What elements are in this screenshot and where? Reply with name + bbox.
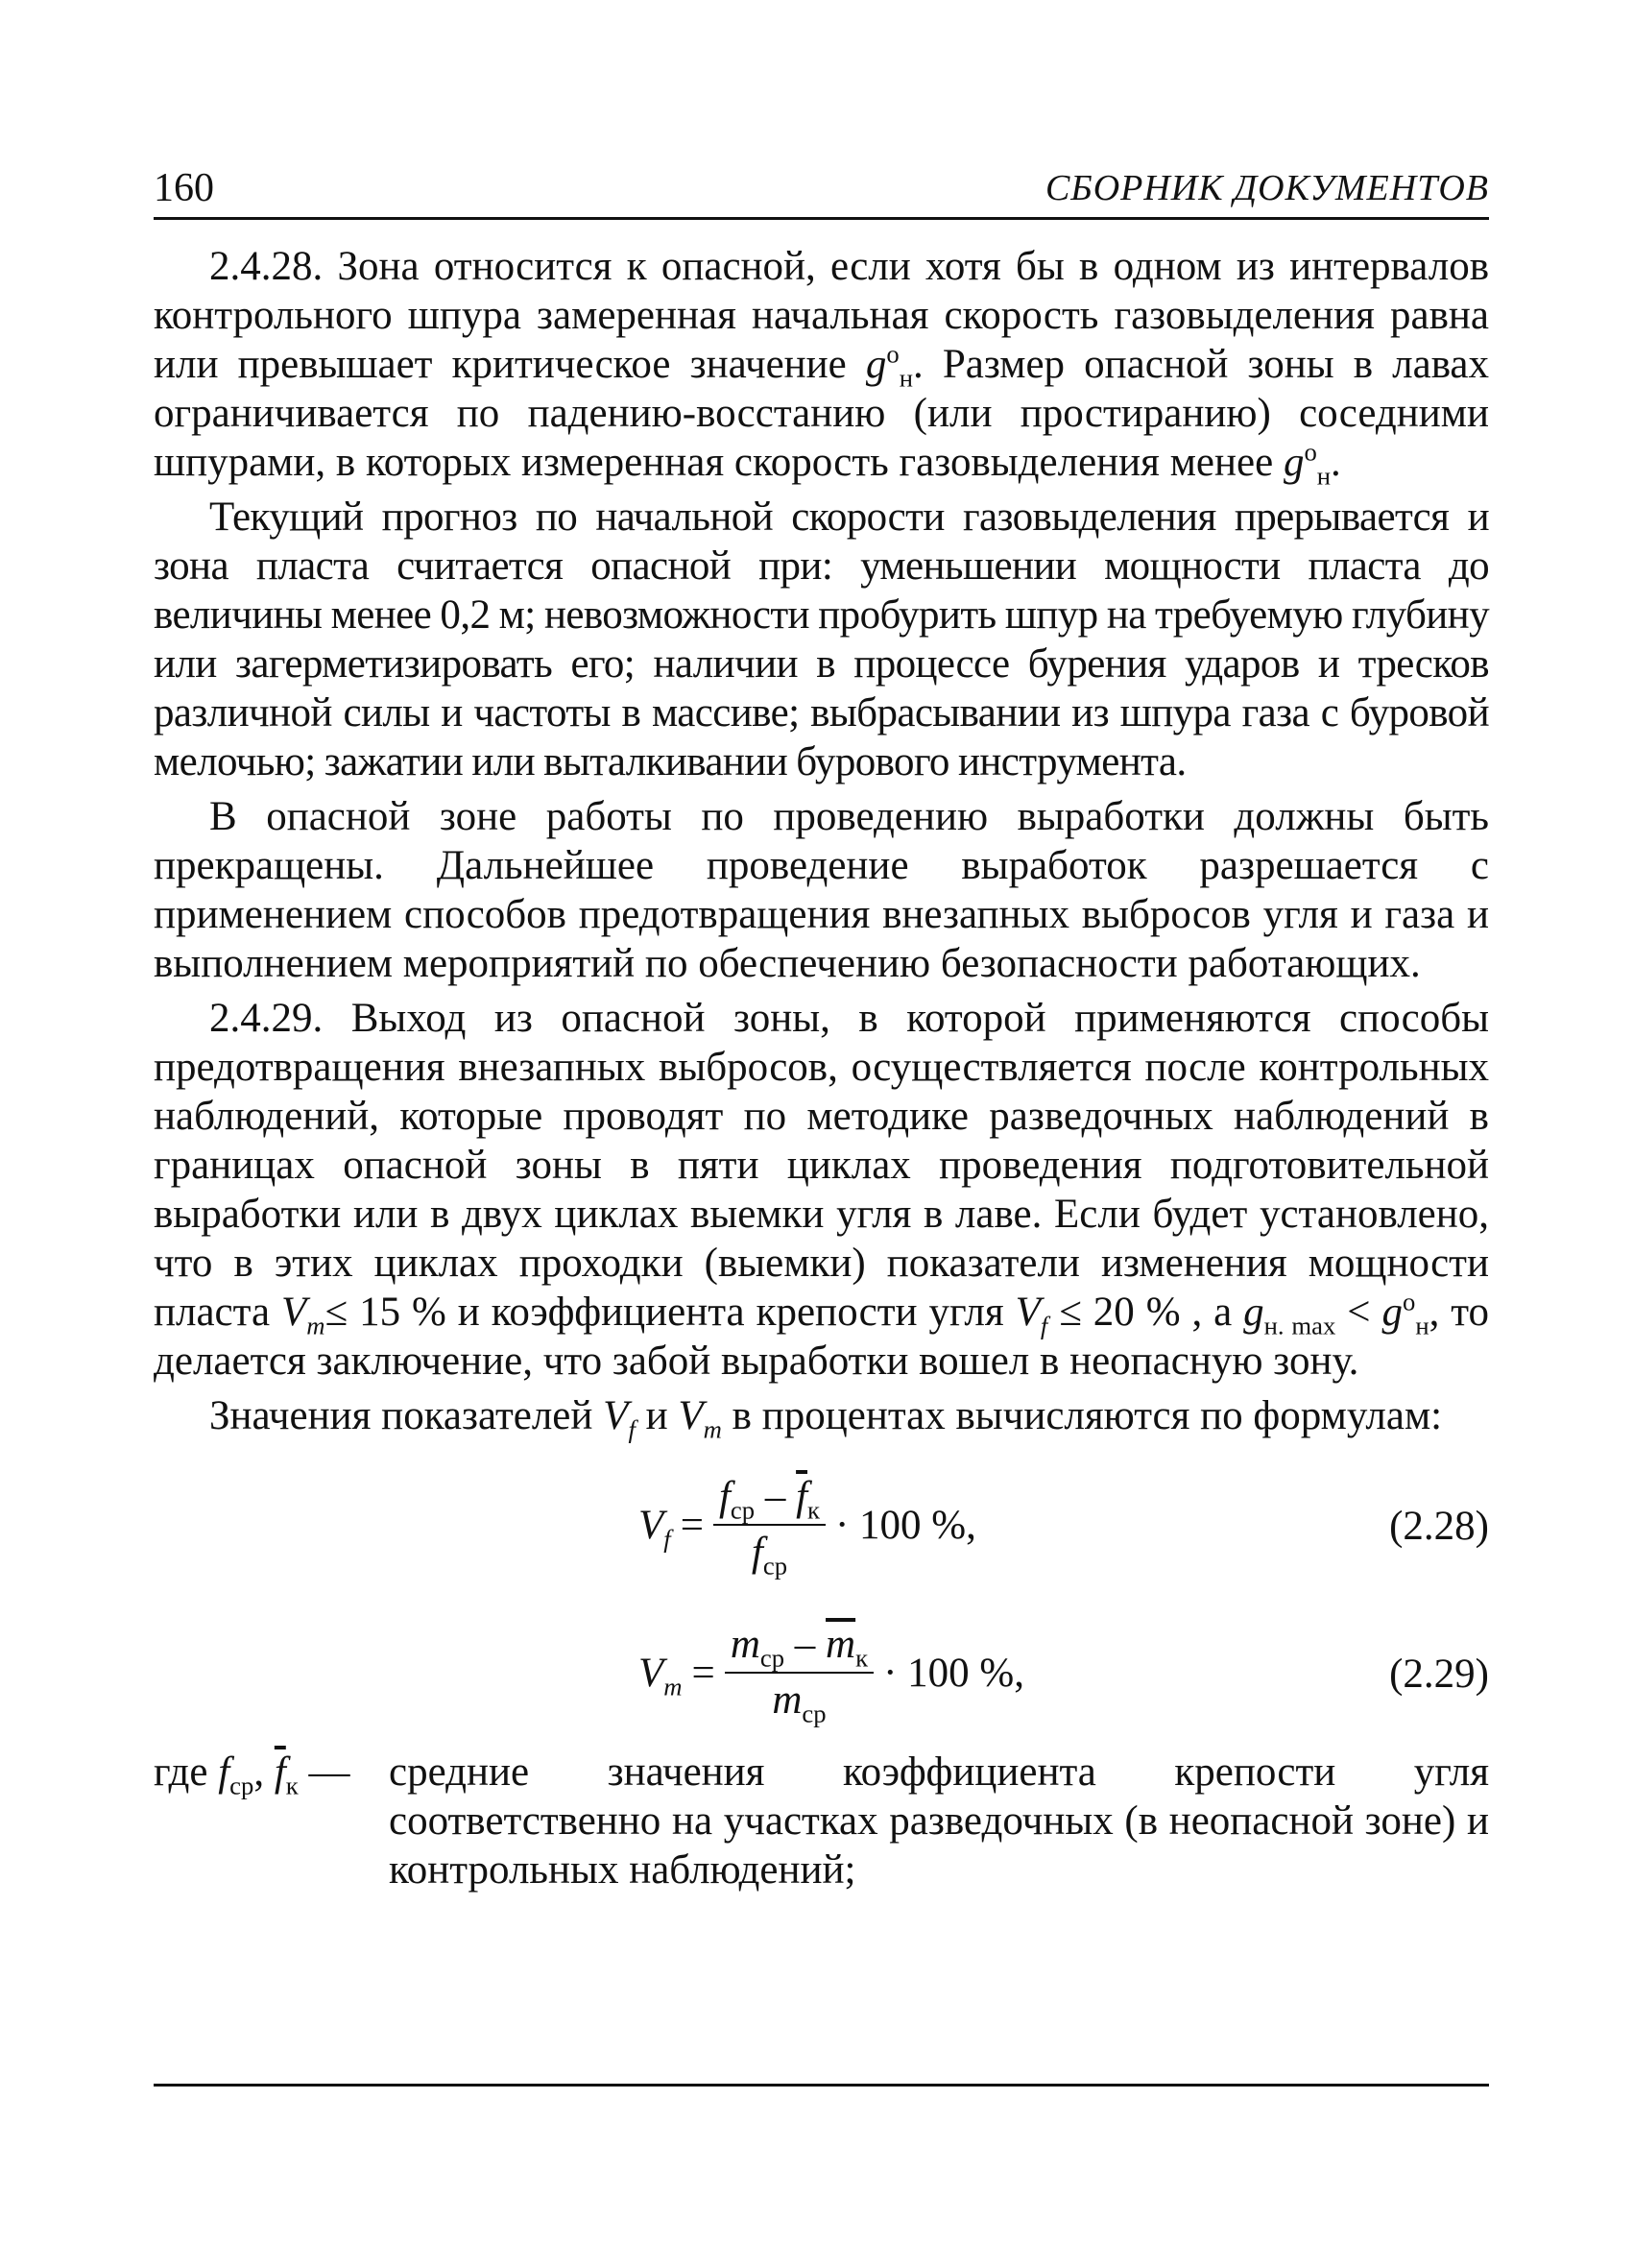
paragraph-2-4-29 — [154, 994, 1489, 1386]
g-subscript: н — [1316, 461, 1332, 491]
g-symbol: g — [1381, 1290, 1403, 1335]
g-symbol: g — [1243, 1290, 1264, 1335]
paragraph-text: . — [1331, 440, 1341, 485]
fraction-numerator: $m_{ср} - \overline{m}_к$ — [725, 1622, 874, 1674]
footer-rule — [154, 2084, 1489, 2087]
g-symbol: g — [1283, 440, 1305, 485]
paragraph-text: , то делается заключение, что забой выработки вошел в неопасную зону. — [154, 1290, 1489, 1384]
paragraph-text: ≤ 15 % и коэффициента крепости угля — [324, 1290, 1004, 1335]
paragraph-text: и — [645, 1393, 668, 1438]
g-subscript: н — [1415, 1311, 1429, 1340]
less-than-sign: < — [1347, 1290, 1371, 1335]
paragraph-text: . Размер опасной зоны в лавах ограничивается по падению-восстанию (или простиранию) соседними шпурами, в которых измеренная скорость газовыделения менее — [154, 342, 1490, 485]
formula-2-29 — [154, 1609, 1489, 1736]
g-subscript: н — [899, 363, 913, 393]
formula-tail: · 100 %, — [883, 1650, 1024, 1696]
v-subscript: f — [628, 1414, 636, 1444]
g-symbol: g — [865, 342, 887, 387]
fraction-denominator: $m_{ср}$ — [772, 1677, 827, 1728]
formula-lhs: $V_f$ — [638, 1502, 671, 1554]
formula-tail: · 100 %, — [834, 1502, 976, 1548]
v-symbol: V — [678, 1393, 704, 1438]
running-title: СБОРНИК ДОКУМЕНТОВ — [1045, 168, 1489, 208]
v-subscript: f — [1040, 1311, 1048, 1340]
where-definition — [154, 1748, 1489, 1894]
where-symbols: где $f_{ср}$, $\overline{f}_к$ — — [154, 1749, 350, 1800]
where-explanation: средние значения коэффициента крепости угля соответственно на участках разведочных (в неопасной зоне) и контрольных наблюдений; — [389, 1749, 1489, 1893]
fraction-numerator: $f_{ср} - \overline{f}_к$ — [713, 1474, 826, 1526]
formula-body — [638, 1461, 976, 1588]
formula-number: (2.29) — [1389, 1652, 1489, 1697]
v-subscript: m — [703, 1414, 722, 1444]
formula-lhs: $V_m$ — [638, 1650, 683, 1701]
g-superscript: о — [886, 339, 900, 369]
g-superscript: о — [1402, 1287, 1416, 1316]
paragraph-dangerous-zone-work: В опасной зоне работы по проведению выработки должны быть прекращены. Дальнейшее проведение выработок разрешается с применением способов предотвращения внезапных выбросов угля и газа и выполнением мероприятий по обеспечению безопасности работающих. — [154, 794, 1489, 986]
page-body — [154, 242, 1489, 1894]
g-max-subscript: н. max — [1263, 1311, 1336, 1340]
paragraph-text: 2.4.28. Зона относится к опасной, если хотя бы в одном из интервалов контрольного шпура замеренная начальная скорость газовыделения равна или превышает критическое значение — [154, 244, 1489, 387]
v-symbol: V — [603, 1393, 629, 1438]
formula-number: (2.28) — [1389, 1504, 1489, 1549]
paragraph-text: Значения показателей — [209, 1393, 593, 1438]
equals-sign: = — [680, 1502, 704, 1548]
equals-sign: = — [691, 1650, 715, 1696]
paragraph-current-forecast: Текущий прогноз по начальной скорости газовыделения прерывается и зона пласта считается опасной при: уменьшении мощности пласта до величины менее 0,2 м; невозможности пробурить шпур на требуемую глубину или загерметизировать его; наличии в процессе бурения ударов и тресков различной силы и частоты в массиве; выбрасывании из шпура газа с буровой мелочью; зажатии или выталкивании бурового инструмента. — [154, 495, 1489, 784]
paragraph-text: ≤ 20 % , а — [1059, 1290, 1233, 1335]
paragraph-formula-intro — [154, 1391, 1489, 1444]
page-number: 160 — [154, 166, 214, 210]
v-symbol: V — [280, 1290, 307, 1335]
v-subscript: m — [306, 1311, 325, 1340]
formula-2-28 — [154, 1461, 1489, 1588]
fraction-denominator: $f_{ср}$ — [751, 1530, 788, 1580]
v-symbol: V — [1015, 1290, 1041, 1335]
fraction — [713, 1474, 826, 1580]
fraction — [725, 1622, 874, 1728]
paragraph-text: в процентах вычисляются по формулам: — [732, 1393, 1443, 1438]
paragraph-text: 2.4.29. Выход из опасной зоны, в которой применяются способы предотвращения внезапных выбросов, осуществляется после контрольных наблюдений, которые проводят по методике разведочных наблюдений в границах опасной зоны в пяти циклах проведения подготовительной выработки или в двух циклах выемки угля в лаве. Если будет установлено, что в этих циклах проходки (выемки) показатели изменения мощности пласта — [154, 996, 1489, 1335]
paragraph-2-4-28 — [154, 242, 1490, 491]
formula-body — [638, 1609, 1024, 1736]
g-superscript: о — [1304, 437, 1317, 467]
header-rule — [154, 217, 1489, 220]
